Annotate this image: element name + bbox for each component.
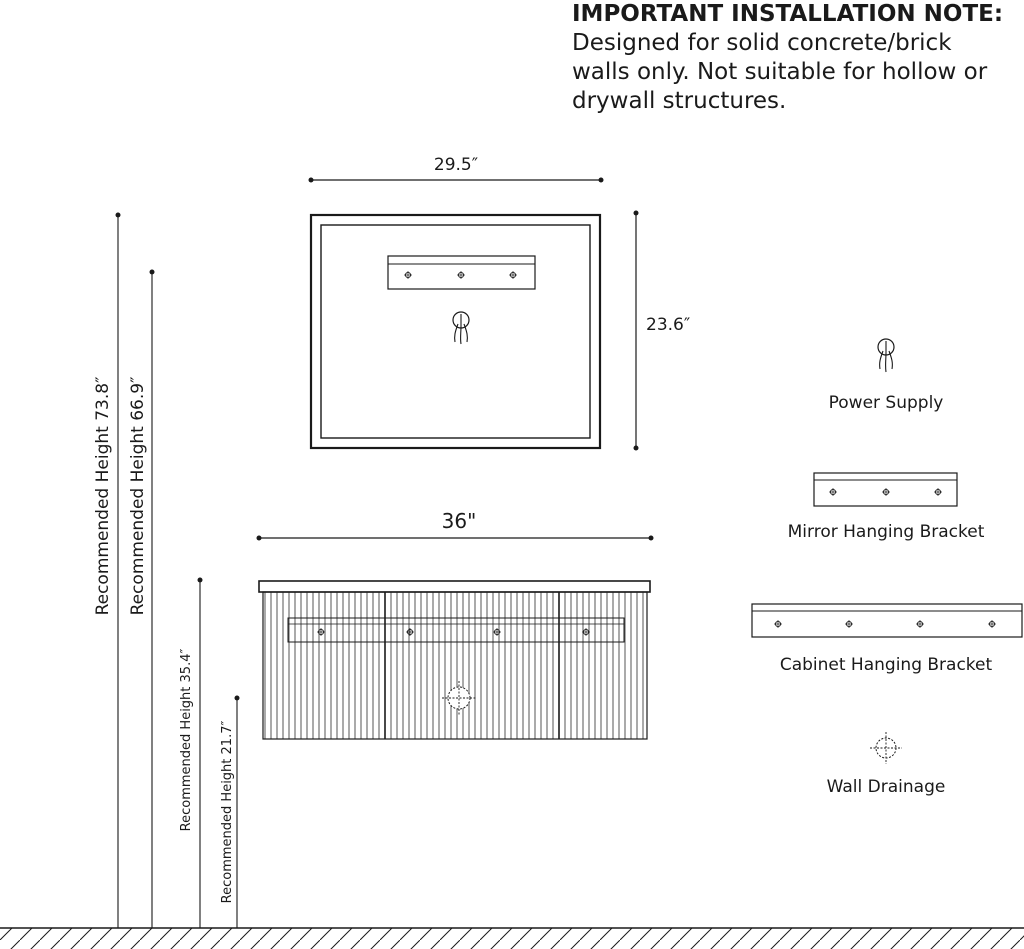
legend-power-supply-label: Power Supply: [828, 393, 944, 413]
legend-power-supply: [829, 339, 944, 413]
mirror-width-dimension: [309, 155, 604, 183]
legend-wall-drainage: [827, 732, 946, 797]
legend-mirror-bracket-label: Mirror Hanging Bracket: [787, 522, 985, 542]
legend-cabinet-bracket: [752, 604, 1022, 675]
height-label-73-8: Recommended Height 73.8″: [93, 376, 113, 616]
cabinet-width-dimension: [257, 509, 654, 541]
mirror-bracket-on-mirror: [388, 256, 535, 289]
mirror-width-label: 29.5″: [433, 155, 479, 175]
height-label-35-4: Recommended Height 35.4″: [179, 648, 194, 832]
power-supply-icon: [453, 312, 469, 344]
note-title: IMPORTANT INSTALLATION NOTE:: [572, 1, 1004, 27]
floor: [0, 928, 1024, 949]
note-line-2: walls only. Not suitable for hollow or: [572, 59, 988, 85]
mirror-height-dimension: [634, 211, 691, 451]
legend-cabinet-bracket-label: Cabinet Hanging Bracket: [779, 655, 993, 675]
vanity-cabinet: [259, 581, 650, 739]
legend-mirror-bracket: [788, 473, 985, 542]
cabinet-width-label: 36": [441, 509, 477, 533]
height-label-66-9: Recommended Height 66.9″: [128, 376, 148, 616]
legend-wall-drainage-label: Wall Drainage: [826, 777, 946, 797]
wall-drainage-icon: [870, 732, 902, 764]
note-line-3: drywall structures.: [572, 88, 787, 114]
mirror-height-label: 23.6″: [646, 315, 691, 335]
height-label-21-7: Recommended Height 21.7″: [220, 720, 235, 904]
note-line-1: Designed for solid concrete/brick: [572, 30, 952, 56]
